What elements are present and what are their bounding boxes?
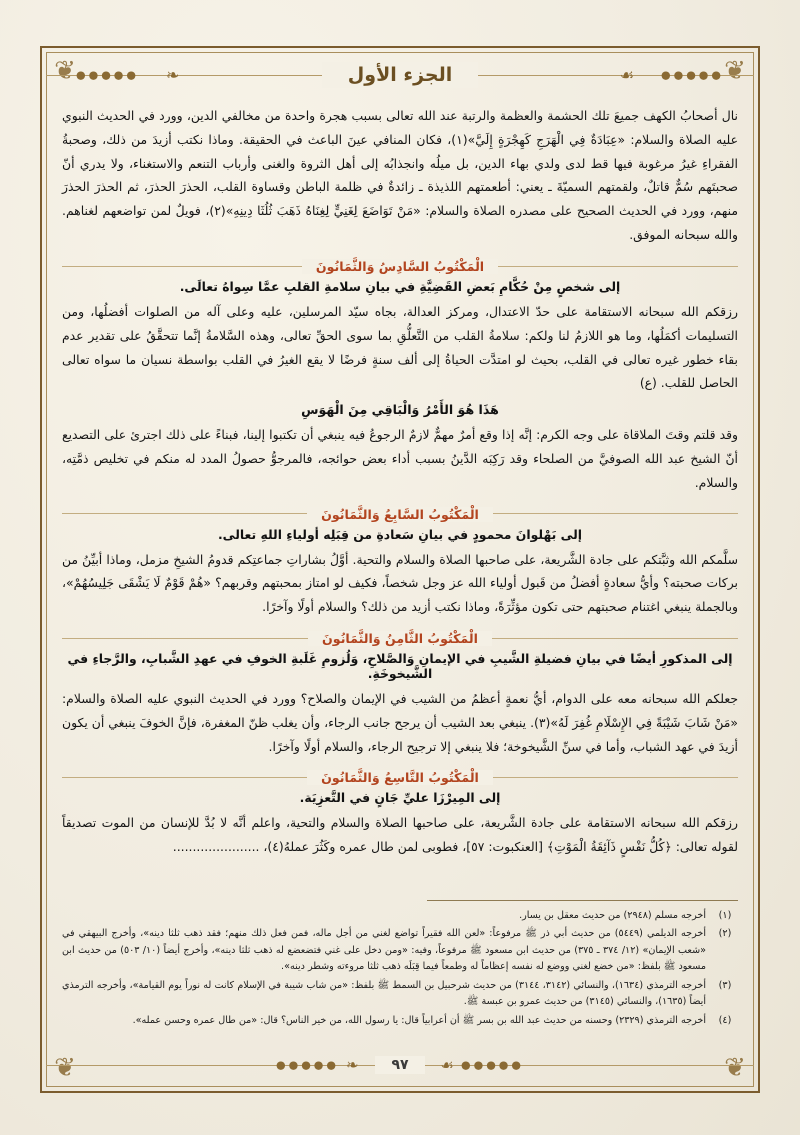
footnote-item	[62, 908, 738, 925]
header-dots-icon: ●●●●●	[76, 68, 139, 82]
footnote-text: أخرجه الترمذي (٢٣٢٩) وحسنه من حديث عبد الله بن بسر ﷺ أن أعرابياً قال: يا رسول الله، من خير الناس؟ قال: «من طال عمره وحسن عمله».	[132, 1014, 706, 1026]
header-flourish-icon: ☙	[619, 65, 634, 85]
section-title: الْمَكْتُوبُ التَّاسِعُ وَالثَّمَانُونَ	[307, 770, 493, 785]
corner-ornament-icon: ❦	[54, 1053, 76, 1083]
section-title: الْمَكْتُوبُ السَّابِعُ وَالثَّمَانُونَ	[307, 507, 493, 522]
section-subtitle-87: إلى بَهْلوانَ محمودٍ في بيانِ سَعادةِ من قِبَلِه أولياءِ اللهِ تعالى.	[217, 526, 583, 542]
header-dots-icon: ●●●●●	[661, 68, 724, 82]
section-88-paragraph-1: جعلكم الله سبحانه معه على الدوام، أيُّ نعمةٍ أعظمُ من الشيب في الإيمان والصلاح؟ وورد في الحديث النبوي عليه الصلاة والسلام: «مَنْ شَابَ شَيْبَةً فِي الإِسْلَامِ غُفِرَ لَهُ»(٣). ينبغي بعد الشيب أن يرجح جانب الرجاء، وأن يغلب ظنّ المغفرة، فإنَّ الخوفَ ينبغي أن يكون أزيدَ في عهد الشباب، وأما في سنِّ الشَّيخوخة؛ فلا ينبغي إلا ترجيح الرجاء، والسلام أولًا وآخرًا.	[62, 691, 738, 754]
section-86-paragraph-1: رزقكم الله سبحانه الاستقامة على حدّ الاعتدال، ومركز العدالة، بجاه سيّد المرسلين، عليه وعلى آله من الصلوات أفضلُها، ومن التسليمات أكمَلُها، وما هو اللازمُ لنا ولكم: سلامةُ القلب من التَّعلُّقِ بما سوى الحقِّ تعالى، وهذه السَّلامةُ إنَّما تتحقَّقُ على تقدير عدم بقاء خطور غيره تعالى في القلب، بحيث لو امتدَّت الحياةُ إلى ألف سنةٍ فرضًا لا يقع الغيرُ في القلب بواسطة نسيان ما سواه تعالى الحاصل للقلب. (ع)	[62, 303, 738, 391]
footnote-item	[62, 978, 738, 1011]
header-flourish-icon: ❧	[166, 65, 180, 85]
footnote-separator	[427, 900, 738, 901]
footer-flourish-icon: ☙	[440, 1056, 454, 1074]
footnote-item	[62, 1013, 738, 1030]
page-header	[46, 52, 754, 98]
section-heading-88	[62, 628, 738, 647]
section-86-midline: هَذَا هُوَ الأَمْرُ وَالْبَاقِي مِنَ الْهَوَسِ	[301, 402, 499, 418]
footnote-text: أخرجه الديلمي (٥٤٤٩) من حديث أبي ذر ﷺ مرفوعاً: «لعن الله فقيراً تواضع لغني من أجل ماله، فمن فعل ذلك منهم؛ فقد ذهب ثلثا دينه»، وأخرج البيهقي في «شعب الإيمان» (١٢/ ٣٧٤ ـ ٣٧٥) من حديث ابن مسعود ﷺ مرفوعاً، وفيه: «ومن دخل على غني فتضعضع له ذهب ثلثا دينه»، وأخرج أيضاً (١٠/ ٥٠٣) من حديث ابن مسعود ﷺ بلفظ: «من خضع لغني ووضع له نفسه إعظاماً له وطمعاً فيما قِبَلَه ذهب ثلثا مروءته وشطر دينه».	[62, 928, 706, 972]
section-heading-89	[62, 767, 738, 786]
footer-dots-icon: ●●●●●	[276, 1058, 339, 1072]
section-subtitle-88: إلى المذكورِ أيضًا في بيانِ فضيلةِ الشَّيبِ في الإيمانِ وَالصَّلاحِ، وَلُزومِ غَلَبةِ الخوفِ في عهدِ الشَّبابِ، والرَّجاءِ في الشَّيخوخَةِ.	[67, 651, 733, 681]
footnotes-block	[62, 900, 738, 1032]
footnote-number: (٢)	[718, 928, 732, 939]
footnote-number: (٣)	[718, 979, 732, 991]
footer-dots-icon: ●●●●●	[461, 1058, 524, 1072]
intro-paragraph: نال أصحابُ الكهف جميعَ تلك الحشمة والعظمة والرتبة عند الله تعالى بسبب هجرة واحدة من مخالفي الدين، وورد في الحديث النبوي عليه الصلاة والسلام: «عِبَادَةٌ فِي الْهَرَجِ كَهِجْرَةٍ إِلَيَّ»(١)، فكان المنافي عينَ الباعث في الحقيقة. وماذا نكتب أزيدَ من ذلك، وصحبةُ الفقراءِ غيرُ مرغوبة فيها قط لدى ولدي بهاء الدين، بل ميلُه وانجذابُه إلى أهل الثروة والغنى وأرباب التنعم والاستغناء، ولا يدري أنّ صحبتَهم سُمٌّ قاتلٌ، ولقمتهم السميّةَ ـ يعني: أطعمتهم اللذيذة ـ زائدةٌ في ظلمة الباطن وقساوة القلب، الحذرَ الحذرَ، ثم الحذرَ الحذرَ منهم، وورد في الحديث الصحيح على مصدره الصلاة والسلام: «مَنْ تَوَاضَعَ لِغَنِيٍّ لِغِنَاهُ ذَهَبَ ثُلُثَا دِينِهِ»(٢)، فويلٌ لمن تواضعهم لغناهم. والله سبحانه الموفق.	[62, 108, 739, 243]
page-footer	[46, 1045, 754, 1085]
footnote-item	[62, 926, 738, 976]
section-89-paragraph-1: رزقكم الله سبحانه الاستقامة على جادة الشَّريعة، على صاحبها الصلاة والسلام والتحية، واعلم أنَّه لا بُدَّ للإنسان من الموت تصديقاً لقوله تعالى: ﴿كُلُّ نَفْسٍ ذَآئِقَةُ الْمَوْتِ﴾ [العنكبوت: ٥٧]، فطوبى لمن طال عمره وكَثُرَ عملهُ(٤)، ......................	[62, 815, 738, 855]
footnote-text: أخرجه مسلم (٢٩٤٨) من حديث معقل بن يسار.	[519, 909, 706, 921]
page-number: ٩٧	[375, 1056, 424, 1074]
footer-flourish-icon: ❧	[346, 1056, 359, 1074]
footnote-number: (١)	[718, 909, 732, 921]
section-subtitle-86: إلى شخصٍ مِنْ حُكَّامِ بَعضِ القَضِيَّةِ في بيانِ سلامةِ القلبِ عمَّا سِواهُ تعالَى.	[179, 278, 621, 294]
section-heading-86	[62, 256, 738, 275]
corner-ornament-icon: ❦	[724, 56, 746, 86]
corner-ornament-icon: ❦	[54, 56, 76, 86]
section-heading-87	[62, 504, 738, 523]
footnote-text: أخرجه الترمذي (١٦٣٤)، والنسائي (٣١٤٢، ٣١٤٤) من حديث شرحبيل بن السمط ﷺ بلفظ: «من شاب شيبة في الإسلام كانت له نوراً يوم القيامة»، وأخرجه الترمذي أيضاً (١٦٣٥)، والنسائي (٣١٤٥) من حديث عمرو بن عبسة ﷺ.	[62, 979, 706, 1007]
volume-title: الجزء الأول	[322, 62, 478, 88]
section-subtitle-89: إلى المِيرْزَا عليِّ جَانٍ في التَّعزِيَة.	[299, 790, 501, 806]
section-title: الْمَكْتُوبُ الثَّامِنُ وَالثَّمَانُونَ	[308, 631, 492, 646]
footnote-number: (٤)	[718, 1014, 732, 1026]
corner-ornament-icon: ❦	[724, 1053, 746, 1083]
section-86-paragraph-2: وقد قلتم وقتَ الملاقاة على وجه الكرم: إنَّه إذا وقع أمرٌ مهمٌّ لازمٌ الرجوعُ فيه ينبغي أن تكتبوا إلينا، فبناءً على ذلك اجترئ على التصديع أنّ الشيخ عبد الله الصوفيَّ من الصلحاء وقد رَكِبَه الدَّينُ بسبب أداء بعض حوائجه، فالمرجوُّ حصولُ المدد له منكم في تخليص ذمَّتِه، والسلام.	[62, 427, 738, 490]
section-title: الْمَكْتُوبُ السَّادِسُ وَالثَّمَانُونَ	[302, 259, 498, 274]
section-87-paragraph-1: سلَّمكم الله وثبَّتكم على جادة الشَّريعة، على صاحبها الصلاة والسلام والتحية. أوَّلُ بشاراتِ جماعتِكم قدومُ الشيخِ مزمل، وماذا أبيِّنُ من بركات صحبته؟ وأيُّ سعادةٍ أفضلُ من قَبول أولياء الله عز وجل شخصاً، فكيف لو امتاز بمحبتهم وقربهم؟ «هُمْ قَوْمٌ لَا يَشْقَى جَلِيسُهُمْ»، وبالجملة ينبغي اغتنام صحبتهم حتى تكون مؤثِّرَةً، وماذا نكتب أزيد من ذلك؟ والسلام أولًا وآخرًا.	[62, 551, 738, 615]
